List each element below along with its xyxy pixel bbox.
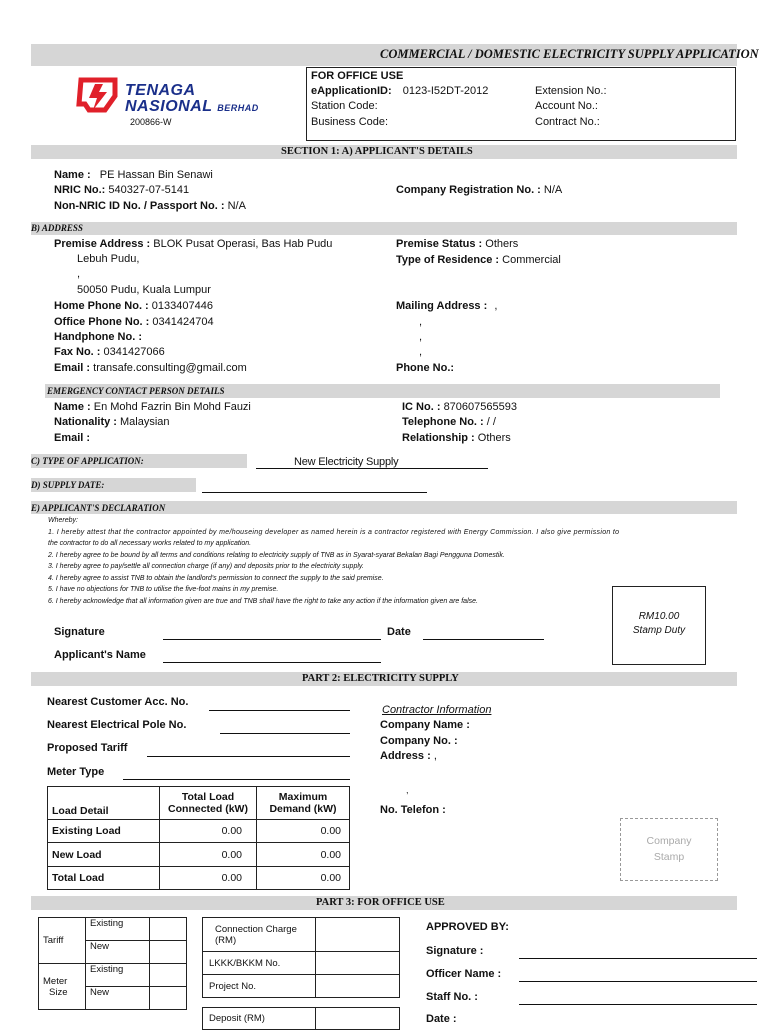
project-no-cell <box>203 975 316 998</box>
office-phone-value: 0341424704 <box>152 316 214 328</box>
premise-address-line3: , <box>77 268 81 280</box>
email <box>54 362 247 374</box>
deposit-row <box>203 1008 400 1030</box>
officer-name-line[interactable] <box>519 981 757 982</box>
nationality-label: Nationality : <box>54 416 117 428</box>
emergency-nationality <box>54 416 170 428</box>
meter-existing-label: Existing <box>90 964 124 975</box>
load-row-demand-value: 0.00 <box>320 872 341 884</box>
load-row-connected[interactable] <box>160 867 257 890</box>
account-no: Account No.: <box>535 100 598 112</box>
approver-signature-label: Signature : <box>426 945 484 957</box>
lkkk-label: LKKK/BKKM No. <box>209 957 281 969</box>
nationality-value: Malaysian <box>120 416 170 428</box>
tariff-cell <box>39 918 86 964</box>
emergency-name <box>54 401 251 413</box>
load-row-connected-value: 0.00 <box>221 825 242 837</box>
spacer-row <box>203 998 400 1008</box>
supply-date-label: D) SUPPLY DATE: <box>31 480 105 490</box>
office-phone-label: Office Phone No. : <box>54 316 150 328</box>
deposit-value[interactable] <box>316 1008 400 1030</box>
staff-no-label: Staff No. : <box>426 991 478 1003</box>
meter-new-label: New <box>90 987 110 998</box>
telephone-label: Telephone No. : <box>402 416 484 428</box>
meter-existing-row <box>39 964 187 987</box>
tariff-label: Tariff <box>43 935 64 946</box>
emergency-name-value: En Mohd Fazrin Bin Mohd Fauzi <box>93 401 251 413</box>
fax-value: 0341427066 <box>103 346 165 358</box>
contractor-address <box>380 750 437 762</box>
address-bar <box>31 222 737 235</box>
tariff-new-label: New <box>90 941 110 952</box>
approval-date-label: Date : <box>426 1013 457 1025</box>
company-stamp-line1: Company <box>646 835 692 847</box>
form-title: COMMERCIAL / DOMESTIC ELECTRICITY SUPPLY APPLICATION <box>380 47 759 61</box>
supply-date-line[interactable] <box>202 492 427 493</box>
business-code: Business Code: <box>311 116 389 128</box>
contractor-company-no: Company No. : <box>380 735 458 747</box>
emergency-telephone <box>402 416 496 428</box>
approved-by-label: APPROVED BY: <box>426 921 509 933</box>
declaration-item-1b: the contractor to do all necessary works related to my application. <box>48 540 252 547</box>
signature-line[interactable] <box>163 639 381 640</box>
nearest-pole-label: Nearest Electrical Pole No. <box>47 719 187 731</box>
total-load-header-line1: Total Load <box>181 791 235 803</box>
nearest-acc-label: Nearest Customer Acc. No. <box>47 696 189 708</box>
meter-type-label: Meter Type <box>47 766 105 778</box>
applicant-name <box>54 169 213 181</box>
relationship-label: Relationship : <box>402 432 475 444</box>
applicant-name-value: PE Hassan Bin Senawi <box>99 169 213 181</box>
non-nric-label: Non-NRIC ID No. / Passport No. : <box>54 200 225 212</box>
connection-charge-label: Connection Charge (RM) <box>215 923 297 946</box>
relationship-value: Others <box>477 432 511 444</box>
tariff-existing-row <box>39 918 187 941</box>
total-load-header-line2: Connected (kW) <box>168 803 248 815</box>
mailing-address-line4: , <box>419 346 423 358</box>
contractor-company-name: Company Name : <box>380 719 470 731</box>
company-reg-value: N/A <box>543 184 563 196</box>
size-label: Size <box>49 986 68 998</box>
residence-label: Type of Residence : <box>396 254 500 266</box>
nric-label: NRIC No.: <box>54 184 106 196</box>
meter-label: Meter <box>43 975 68 987</box>
deposit-label: Deposit (RM) <box>209 1013 265 1024</box>
lkkk-row <box>203 952 400 975</box>
declaration-item-5: 5. I have no objections for TNB to utilise the five-foot mains in my premise. <box>48 586 279 593</box>
proposed-tariff-line[interactable] <box>147 756 350 757</box>
signature-label: Signature <box>54 626 105 638</box>
station-code: Station Code: <box>311 100 378 112</box>
load-table-header <box>48 787 350 820</box>
declaration-item-2: 2. I hereby agree to be bound by all terms and conditions relating to electricity supply of TNB as in Syarat-syarat Bekalan Bagi Pengguna Domestik. <box>48 552 505 559</box>
load-row-demand-value: 0.00 <box>320 848 341 861</box>
office-use-box <box>306 67 736 141</box>
load-row-new <box>48 843 350 867</box>
declaration-item-3: 3. I hereby agree to pay/settle all connection charge (if any) and deposits prior to the electricity supply. <box>48 563 364 570</box>
load-row-demand[interactable] <box>257 843 350 867</box>
spacer-cell <box>316 998 400 1008</box>
lkkk-value[interactable] <box>316 952 400 975</box>
mailing-address-line2: , <box>419 316 423 328</box>
contractor-telefon: No. Telefon : <box>380 804 446 816</box>
office-phone <box>54 316 214 328</box>
project-no-value[interactable] <box>316 975 400 998</box>
home-phone-label: Home Phone No. : <box>54 300 149 312</box>
non-nric-value: N/A <box>227 200 246 212</box>
load-detail-header <box>48 787 160 820</box>
logo-company-reg: 200866-W <box>130 117 172 127</box>
contractor-address-value: , <box>433 750 437 762</box>
applicant-name-line[interactable] <box>163 662 381 663</box>
emergency-email-label: Email : <box>54 432 91 444</box>
connection-charge-value[interactable] <box>316 918 400 952</box>
tariff-meter-table <box>38 917 187 1010</box>
load-row-label <box>48 867 160 890</box>
type-of-application-value[interactable]: New Electricity Supply <box>294 456 399 468</box>
premise-status-label: Premise Status : <box>396 238 483 250</box>
date-line[interactable] <box>423 639 544 640</box>
connection-charge-row <box>203 918 400 952</box>
declaration-title: E) APPLICANT'S DECLARATION <box>31 503 166 513</box>
logo-berhad-text: BERHAD <box>217 103 259 113</box>
load-table <box>47 786 350 890</box>
type-of-application-label: C) TYPE OF APPLICATION: <box>31 456 144 466</box>
contractor-address-line2: , <box>406 785 409 795</box>
approver-signature-line[interactable] <box>519 958 757 959</box>
emergency-title: EMERGENCY CONTACT PERSON DETAILS <box>47 386 225 396</box>
premise-address-line1: BLOK Pusat Operasi, Bas Hab Pudu <box>153 238 333 250</box>
load-row-label-text: Existing Load <box>52 825 121 837</box>
home-phone-value: 0133407446 <box>151 300 213 312</box>
handphone-label: Handphone No. : <box>54 331 142 343</box>
company-stamp-box <box>620 818 718 881</box>
tariff-existing-value[interactable] <box>150 918 187 941</box>
company-reg-label: Company Registration No. : <box>396 184 541 196</box>
email-label: Email : <box>54 362 91 374</box>
emergency-ic <box>402 401 517 413</box>
nearest-acc-line[interactable] <box>209 710 350 711</box>
load-row-demand[interactable] <box>257 867 350 890</box>
load-row-total <box>48 867 350 890</box>
load-row-label <box>48 843 160 867</box>
residence-value: Commercial <box>502 254 561 266</box>
meter-new-value[interactable] <box>150 987 187 1010</box>
load-row-connected[interactable] <box>160 820 257 843</box>
logo-nasional <box>125 98 259 116</box>
lkkk-cell <box>203 952 316 975</box>
load-row-demand-value: 0.00 <box>320 825 341 837</box>
extension-no: Extension No.: <box>535 85 607 97</box>
company-registration <box>396 184 562 196</box>
handphone <box>54 331 142 343</box>
applicant-nric <box>54 184 189 196</box>
max-demand-header <box>257 787 350 820</box>
mailing-address-line3: , <box>419 331 423 343</box>
load-row-label <box>48 820 160 843</box>
nearest-pole-line[interactable] <box>220 733 350 734</box>
address-title: B) ADDRESS <box>31 223 83 233</box>
contractor-info-title: Contractor Information <box>382 704 492 716</box>
premise-status-value: Others <box>485 238 519 250</box>
eapplication-id-value: 0123-I52DT-2012 <box>402 85 489 97</box>
emergency-name-label: Name : <box>54 401 91 413</box>
logo-nasional-text: NASIONAL <box>125 98 213 115</box>
max-demand-header-line2: Demand (kW) <box>269 803 337 815</box>
declaration-whereby: Whereby: <box>48 517 78 524</box>
load-detail-header-text: Load Detail <box>52 805 109 817</box>
total-load-header <box>160 787 257 820</box>
premise-address-label: Premise Address : <box>54 238 151 250</box>
eapplication-id-label: eApplicationID: <box>311 85 392 97</box>
load-row-label-text: New Load <box>52 848 102 861</box>
phone-no <box>396 362 454 374</box>
emergency-email <box>54 432 90 444</box>
spacer-cell <box>203 998 316 1008</box>
home-phone <box>54 300 213 312</box>
load-row-label-text: Total Load <box>52 872 105 884</box>
premise-address <box>54 238 332 250</box>
tariff-existing-cell <box>86 918 150 941</box>
declaration-item-4: 4. I hereby agree to assist TNB to obtain the landlord's permission to connect the supply to the said premise. <box>48 575 384 582</box>
load-row-connected[interactable] <box>160 843 257 867</box>
logo-tenaga: TENAGA <box>125 82 196 99</box>
load-row-demand[interactable] <box>257 820 350 843</box>
contract-no: Contract No.: <box>535 116 600 128</box>
premise-status <box>396 238 518 250</box>
nric-value: 540327-07-5141 <box>108 184 190 196</box>
tnb-logo <box>75 76 275 130</box>
tariff-new-cell <box>86 941 150 964</box>
company-stamp-line2: Stamp <box>653 851 685 863</box>
meter-type-line[interactable] <box>123 779 350 780</box>
telephone-value: / / <box>486 416 496 428</box>
mailing-address-value: , <box>494 300 498 312</box>
type-of-application-line <box>256 468 488 469</box>
mailing-address-label: Mailing Address : <box>396 300 488 312</box>
project-no-row <box>203 975 400 998</box>
load-row-existing <box>48 820 350 843</box>
proposed-tariff-label: Proposed Tariff <box>47 742 128 754</box>
type-of-residence <box>396 254 561 266</box>
part3-title: PART 3: FOR OFFICE USE <box>316 897 445 908</box>
section1-title: SECTION 1: A) APPLICANT'S DETAILS <box>281 146 473 157</box>
date-label: Date <box>387 626 411 638</box>
staff-no-line[interactable] <box>519 1004 757 1005</box>
project-no-label: Project No. <box>209 980 256 992</box>
ic-label: IC No. : <box>402 401 441 413</box>
stamp-duty-label: Stamp Duty <box>632 625 686 636</box>
applicant-name-label: Name : <box>54 169 91 181</box>
declaration-item-1a: 1. I hereby attest that the contractor appointed by me/houseing developer as named herein is a contractor registered with Energy Commission. I also give permission to <box>48 529 620 536</box>
fax <box>54 346 165 358</box>
phone-no-label: Phone No.: <box>396 362 455 374</box>
applicant-name-sign-label: Applicant's Name <box>54 649 146 661</box>
meter-size-cell <box>39 964 86 1010</box>
fax-label: Fax No. : <box>54 346 101 358</box>
email-value: transafe.consulting@gmail.com <box>93 362 247 374</box>
connection-charge-cell <box>203 918 316 952</box>
stamp-duty-box <box>612 586 706 665</box>
load-row-connected-value: 0.00 <box>221 848 242 861</box>
deposit-cell <box>203 1008 316 1030</box>
part2-title: PART 2: ELECTRICITY SUPPLY <box>302 673 459 684</box>
max-demand-header-line1: Maximum <box>278 791 328 803</box>
meter-existing-cell <box>86 964 150 987</box>
mailing-address <box>396 300 497 312</box>
load-row-connected-value: 0.00 <box>221 872 242 884</box>
tariff-new-value[interactable] <box>150 941 187 964</box>
contractor-address-label: Address : <box>380 750 431 762</box>
office-use-title: FOR OFFICE USE <box>311 70 404 82</box>
stamp-duty-amount: RM10.00 <box>638 611 680 622</box>
declaration-item-6: 6. I hereby acknowledge that all information given are true and TNB shall have the right to take any action if the information given are false. <box>48 598 478 605</box>
meter-existing-value[interactable] <box>150 964 187 987</box>
emergency-relationship <box>402 432 511 444</box>
office-charges-table <box>202 917 400 1030</box>
eapplication-id <box>311 85 488 97</box>
premise-address-line4: 50050 Pudu, Kuala Lumpur <box>77 284 211 296</box>
tnb-logo-emblem-icon <box>75 76 123 116</box>
ic-value: 870607565593 <box>443 401 517 413</box>
officer-name-label: Officer Name : <box>426 968 502 980</box>
applicant-non-nric <box>54 200 246 212</box>
meter-new-cell <box>86 987 150 1010</box>
tariff-existing-label: Existing <box>90 918 124 929</box>
premise-address-line2: Lebuh Pudu, <box>77 253 140 265</box>
